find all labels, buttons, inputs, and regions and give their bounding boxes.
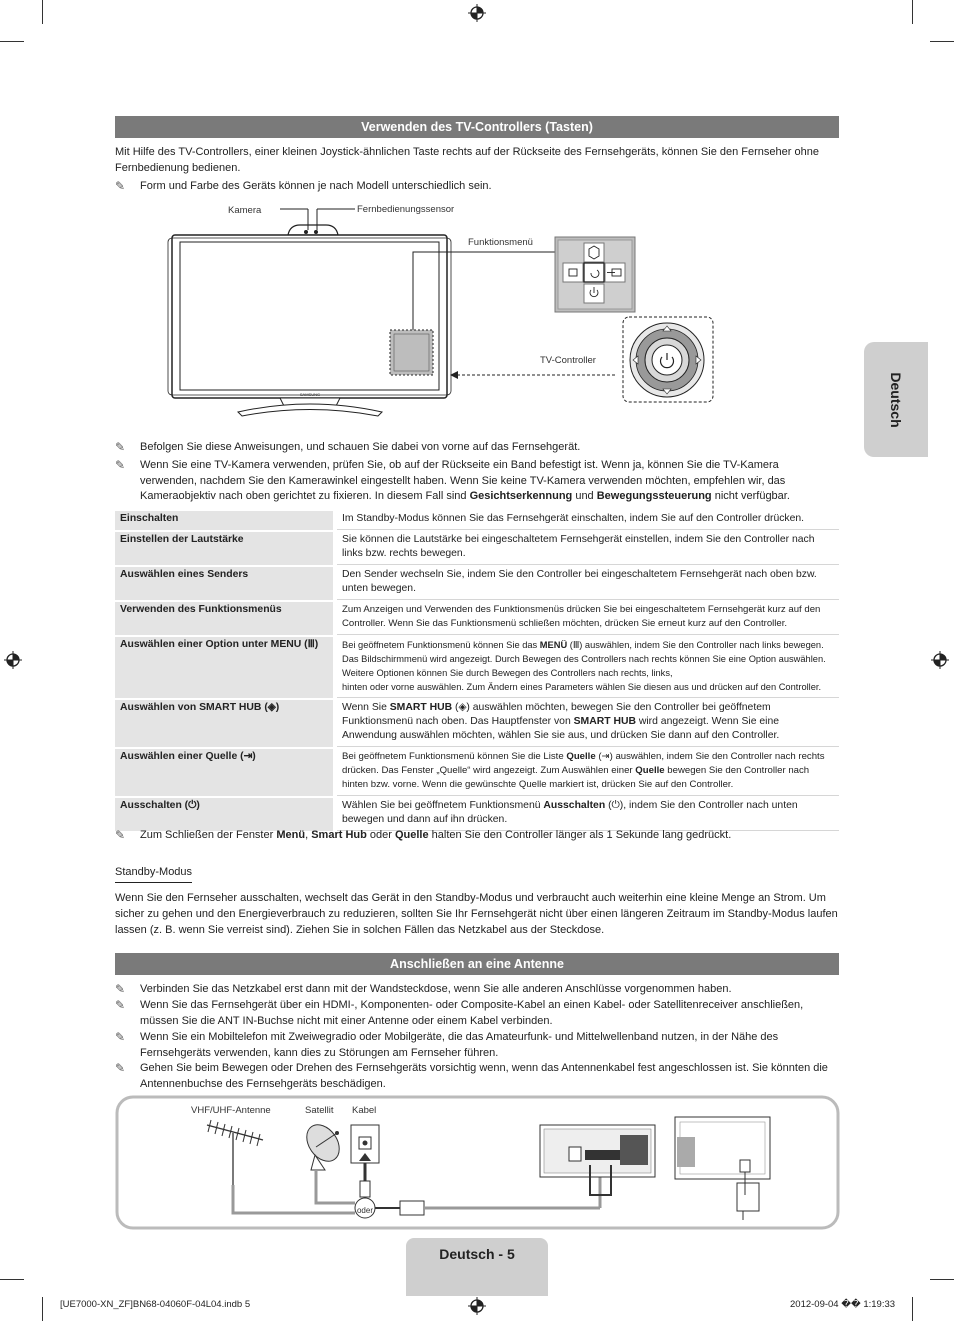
registration-mark-icon [931, 651, 949, 669]
standby-heading: Standby-Modus [115, 865, 192, 883]
crop-mark [912, 0, 913, 24]
power-tile [584, 284, 604, 303]
label-cable: Kabel [352, 1105, 377, 1116]
table-row [115, 700, 839, 747]
intro-paragraph [115, 145, 845, 176]
row-value: Bei geöffnetem Funktionsmenü können Sie die Liste Quelle (⇥) auswählen, indem Sie den Controller nach rechts drücken. Das Fenster „Quelle“ wird angezeigt. Zum Auswählen einer Quelle bewegen Sie den Controller nach hinten bzw. vorne. Wenn die gewünschte Quelle markiert ist, drücken Sie auf den Controller. [337, 749, 839, 796]
pencil-note-icon: ✎ [115, 458, 126, 472]
side-tab-label: Deutsch [888, 371, 904, 428]
label-function-menu: Funktionsmenü [468, 237, 533, 248]
table-row [115, 602, 839, 635]
camera-lens [314, 230, 318, 234]
row-key: Einschalten [115, 511, 337, 530]
camera-lens [304, 230, 308, 234]
crop-mark [930, 41, 954, 42]
row-key: Auswählen eines Senders [115, 567, 337, 600]
row-key: Auswählen einer Option unter MENU (Ⅲ) [115, 637, 337, 698]
section-title-controller: Verwenden des TV-Controllers (Tasten) [115, 116, 839, 138]
note-text: verwenden, nachdem Sie den Kamerawinkel eingestellt haben. Wenn Sie keine TV-Kamera verwenden möchten, empfehlen wir, das [140, 474, 786, 487]
controller-operations-table [115, 509, 839, 833]
label-satellite: Satellit [305, 1105, 334, 1116]
menu-tile [563, 263, 583, 282]
table-row [115, 637, 839, 698]
intro-line: Mit Hilfe des TV-Controllers, einer kleinen Joystick-ähnlichen Taste rechts auf der Rückseite des Fernsehgeräts, können Sie den Fernseher ohne [115, 146, 819, 158]
return-tile [584, 263, 604, 282]
tv-controller-diagram [160, 200, 730, 440]
note-antenna-2: ✎ Wenn Sie das Fernsehgerät über ein HDMI-, Komponenten- oder Composite-Kabel an einen Kabel- oder Satellitenreceiver anschließen, müssen Sie die ANT IN-Buchse nicht mit einer Antenne oder einem Kabel verbinden. [115, 998, 804, 1027]
note-text: Kameraobjektiv nach oben gerichtet zu fixieren. In diesem Fall sind Gesichtserkennung und Bewegungssteuerung nicht verfügbar. [140, 490, 790, 502]
label-camera: Kamera [228, 205, 262, 216]
camera-housing [288, 225, 338, 235]
row-key: Einstellen der Lautstärke [115, 532, 337, 565]
intro-line: Fernbedienung bedienen. [115, 161, 241, 174]
standby-paragraph: Wenn Sie den Fernseher ausschalten, wechselt das Gerät in den Standby-Modus und verbraucht auch weiterhin eine kleine Menge an Strom. Um sicher zu gehen und den Energieverbrauch zu reduzieren, sollten Sie Ihr Fernsehgerät nicht über einen längeren Zeitraum im Standby-Modus laufen lassen (z. B. wenn Sie verreist sind). Ziehen Sie in solchen Fällen das Netzkabel aus der Steckdose. [115, 892, 838, 936]
language-side-tab [864, 342, 928, 457]
crop-mark [0, 1279, 24, 1280]
note-model [115, 179, 840, 195]
note-antenna-4: ✎ Gehen Sie beim Bewegen oder Drehen des Fernsehgeräts vorsichtig wenn, wenn das Antennenkabel fest angeschlossen ist. Sie könnten die Antennenbuchse des Fernsehgeräts beschädigen. [115, 1061, 828, 1090]
row-value: Den Sender wechseln Sie, indem Sie den Controller bei eingeschaltetem Fernsehgerät nach oben bzw. unten bewegen. [337, 567, 839, 600]
row-value: Wenn Sie SMART HUB (◈) auswählen möchten, bewegen Sie den Controller bei geöffnetem Funktionsmenü nach oben. Das Hauptfenster von SMART HUB wird angezeigt. Wenn Sie eine Anwendung auswählen möchten, wählen Sie sie aus, und drücken Sie dann auf den Controller. [337, 700, 839, 747]
row-value: Sie können die Lautstärke bei eingeschaltetem Fernsehgerät einstellen, indem Sie den Controller nach links bzw. rechts bewegen. [337, 532, 839, 565]
pencil-note-icon: ✎ [115, 179, 126, 193]
pencil-note-icon: ✎ [115, 828, 126, 842]
table-row [115, 749, 839, 796]
registration-mark-icon [468, 4, 486, 22]
note-antenna-3: ✎ Wenn Sie ein Mobiltelefon mit Zweiwegradio oder Mobilgeräte, die das Amateurfunk- und Mittelwellenband nutzen, in der Nähe des Fernsehgeräts verwenden, kann dies zu Störungen am Fernseher führen. [115, 1030, 779, 1059]
pencil-note-icon: ✎ [115, 998, 126, 1012]
crop-mark [912, 1297, 913, 1321]
footer-file-info: [UE7000-XN_ZF]BN68-04060F-04L04.indb 5 [60, 1299, 251, 1310]
note-follow-instructions [115, 440, 840, 456]
page-number-tab [406, 1238, 548, 1296]
row-value: Wählen Sie bei geöffnetem Funktionsmenü Ausschalten (⏻), indem Sie den Controller nach unten bewegen und dann auf ihn drücken. [337, 798, 839, 831]
pencil-note-icon: ✎ [115, 1061, 126, 1075]
crop-mark [42, 0, 43, 24]
crop-mark [42, 1297, 43, 1321]
pencil-note-icon: ✎ [115, 982, 126, 996]
registration-mark-icon [468, 1297, 486, 1315]
page-number-label: Deutsch - 5 [439, 1246, 515, 1262]
note-text: Form und Farbe des Geräts können je nach Modell unterschiedlich sein. [140, 180, 492, 192]
crop-mark [930, 1279, 954, 1280]
note-close-windows: ✎ Zum Schließen der Fenster Menü, Smart Hub oder Quelle halten Sie den Controller länger als 1 Sekunde lang gedrückt. [115, 828, 732, 842]
brand-logo: SAMSUNG [299, 392, 321, 397]
row-key: Auswählen einer Quelle (⇥) [115, 749, 337, 796]
row-key: Ausschalten (⏻) [115, 798, 337, 831]
label-remote-sensor: Fernbedienungssensor [357, 204, 455, 215]
note-text: Wenn Sie eine TV-Kamera verwenden, prüfen Sie, ob auf der Rückseite ein Band befestigt ist. Wenn ja, können Sie die TV-Kamera [140, 459, 779, 471]
table-row [115, 798, 839, 831]
row-value: Bei geöffnetem Funktionsmenü können Sie das MENÜ (Ⅲ) auswählen, indem Sie den Controller nach links bewegen. Das Bildschirmmenü wird angezeigt. Durch Bewegen des Controllers nach rechts können Sie eine Option auswählen. Weitere Optionen können Sie durch Bewegen des Controllers nach rechts, links, hinten oder vorne auswählen. Zum Ändern eines Parameters wählen Sie diesen aus und drücken auf den Controller. [337, 637, 839, 698]
pencil-note-icon: ✎ [115, 1030, 126, 1044]
note-antenna-1: ✎ Verbinden Sie das Netzkabel erst dann mit der Wandsteckdose, wenn Sie alle anderen Anschlüsse vorgenommen haben. [115, 982, 732, 996]
table-row [115, 532, 839, 565]
label-vhf-uhf: VHF/UHF-Antenne [191, 1105, 271, 1116]
row-value: Im Standby-Modus können Sie das Fernsehgerät einschalten, indem Sie auf den Controller drücken. [337, 511, 839, 530]
tv-stand-base [238, 404, 382, 416]
label-tv-controller: TV-Controller [540, 355, 596, 366]
table-row [115, 567, 839, 600]
crop-mark [0, 41, 24, 42]
coax-connector [400, 1201, 424, 1215]
power-outlet-icon [737, 1183, 759, 1211]
note-text: Befolgen Sie diese Anweisungen, und schauen Sie dabei von vorne auf das Fernsehgerät. [140, 441, 581, 453]
row-value: Zum Anzeigen und Verwenden des Funktionsmenüs drücken Sie bei eingeschaltetem Fernsehgerät kurz auf den Controller. Wenn Sie das Funktionsmenü schließen möchten, drücken Sie erneut kurz auf den Controller. [337, 602, 839, 635]
label-or: oder [356, 1206, 374, 1215]
table-row [115, 511, 839, 530]
row-key: Verwenden des Funktionsmenüs [115, 602, 337, 635]
registration-mark-icon [4, 651, 22, 669]
pencil-note-icon: ✎ [115, 440, 126, 454]
footer-timestamp: 2012-09-04 �� 1:19:33 [790, 1299, 896, 1310]
note-camera [115, 458, 840, 505]
row-key: Auswählen von SMART HUB (◈) [115, 700, 337, 747]
section-title-antenna: Anschließen an eine Antenne [115, 953, 839, 975]
